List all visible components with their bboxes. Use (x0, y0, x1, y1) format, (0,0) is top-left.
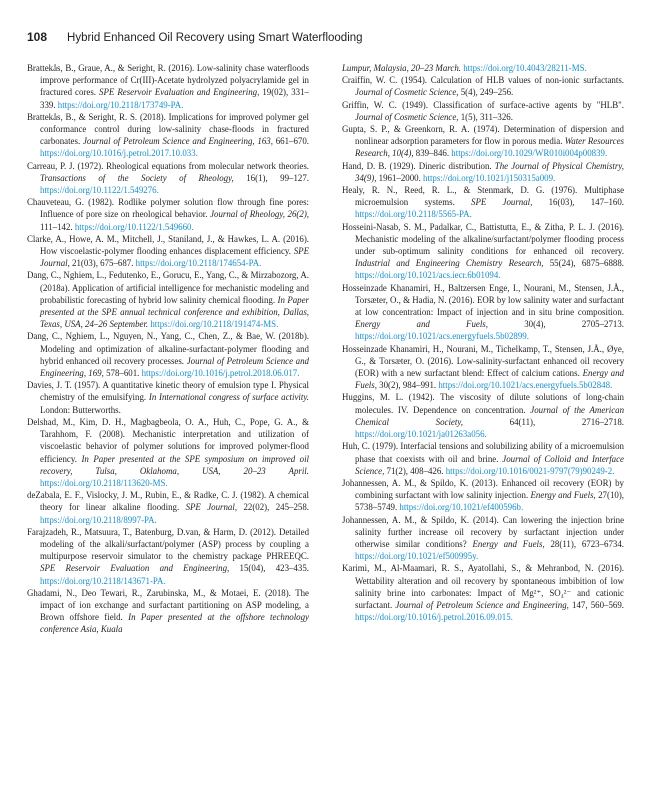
reference-entry (27, 330, 309, 379)
reference-authors: Healy, R. N., Reed, R. L., & Stenmark, D. G. (1976). (342, 185, 578, 196)
reference-title: Enhanced oil recovery (EOR) by combining surfactant with low salinity injection. (355, 477, 624, 501)
reference-volume: 21(03), 675–687. (72, 258, 134, 269)
reference-title: How viscoelastic-polymer flooding enhances displacement efficiency. (40, 246, 292, 257)
reference-authors: Clarke, A., Howe, A. M., Mitchell, J., Staniland, J., & Hawkes, L. A. (2016). (27, 233, 309, 244)
reference-title: Dineric distribution. (418, 160, 492, 171)
reference-authors: Hosseinzade Khanamiri, H., Baltzersen Enge, I., Nourani, M., Stensen, J.Å., Torsæter, O., & Hadia, N. (2016). (342, 282, 624, 305)
reference-doi-link[interactable]: https://doi.org/10.2118/174654-PA. (135, 258, 262, 269)
references-left-column (27, 62, 309, 636)
reference-journal: Journal of Rheology, 26(2), (210, 209, 310, 220)
reference-title: Modeling and optimization of alkaline-surfactant-polymer flooding and hybrid enhanced oil recovery processes. (40, 343, 309, 366)
reference-entry (27, 233, 309, 270)
reference-doi-link[interactable]: https://doi.org/10.1016/0021-9797(79)90249-2. (445, 465, 615, 476)
reference-title: The viscosity of dilute solutions of long-chain molecules. IV. Dependence on concentration. (355, 392, 624, 415)
reference-authors: Huh, C. (1979). (342, 441, 399, 452)
reference-entry (342, 184, 624, 221)
reference-authors: Johannessen, A. M., & Spildo, K. (2013). (342, 477, 498, 488)
reference-journal: Journal of Petroleum Science and Engineering, 163, (82, 136, 273, 147)
reference-volume: 28(11), 6723–6734. (550, 538, 624, 549)
reference-volume: 111–142. (40, 221, 73, 232)
reference-doi-link[interactable]: https://doi.org/10.1029/WR010i004p00839. (451, 148, 608, 159)
reference-doi-link[interactable]: https://doi.org/10.1016/j.petrol.2018.06.017. (141, 368, 300, 379)
reference-entry (27, 379, 309, 416)
reference-authors: Brattekås, B., & Seright, R. S. (2018). (27, 111, 166, 122)
reference-authors: Dang, C., Nghiem, L., Nguyen, N., Yang, C., Chen, Z., & Bae, W. (2018b). (27, 331, 309, 342)
page-number: 108 (27, 30, 48, 44)
reference-doi-link[interactable]: https://doi.org/10.2118/8997-PA. (40, 514, 157, 525)
reference-journal: In Paper presented at the SPE symposium on improved oil recovery, Tulsa, Oklahoma, USA, 20–23 April. (40, 453, 310, 476)
reference-entry (342, 391, 624, 440)
reference-volume: 16(1), 99–127. (246, 172, 309, 183)
reference-doi-link[interactable]: https://doi.org/10.2118/5565-PA. (355, 209, 472, 220)
reference-entry (27, 587, 309, 636)
reference-doi-link[interactable]: https://doi.org/10.1021/acs.energyfuels.5b02848. (438, 380, 613, 391)
reference-journal: Journal of Petroleum Science and Engineering, (395, 599, 569, 610)
reference-journal: In International congress of surface activity. (148, 392, 310, 403)
reference-authors: deZabala, E. F., Vislocky, J. M., Rubin, E., & Radke, C. J. (1982). (27, 490, 267, 501)
reference-title: Calculation of HLB values of non-ionic surfactants. (430, 75, 625, 86)
reference-doi-link[interactable]: https://doi.org/10.1021/acs.iecr.6b01094. (355, 270, 501, 281)
reference-journal: SPE Journal, (471, 197, 533, 208)
reference-entry (342, 440, 624, 477)
reference-title: Low-salinity chase waterfloods improve performance of Cr(III)-Acetate hydrolyzed polyacrylamide gel in fractured cores. (40, 63, 309, 98)
reference-journal: Energy and Fuels, (530, 490, 596, 501)
reference-entry (342, 477, 624, 514)
reference-entry (342, 62, 624, 74)
reference-doi-link[interactable]: https://doi.org/10.4043/28211-MS. (463, 63, 587, 73)
reference-journal: In Paper presented at the offshore technology conference Asia, Kuala (40, 612, 309, 635)
reference-volume: 55(24), 6875–6888. (549, 258, 624, 269)
reference-journal: SPE Journal, (40, 246, 310, 269)
reference-title: Multiphase microemulsion systems. (355, 185, 625, 208)
reference-title: Rheological equations from molecular network theories. (106, 160, 310, 171)
reference-volume: 30(4), 2705–2713. (524, 319, 624, 330)
references-right-column (342, 62, 624, 623)
reference-entry (342, 562, 624, 623)
reference-entry (342, 514, 624, 563)
reference-entry (27, 489, 309, 526)
reference-volume: 71(2), 408–426. (386, 465, 444, 476)
reference-journal: Energy and Fuels, (355, 319, 488, 330)
reference-doi-link[interactable]: https://doi.org/10.1021/j150315a009. (423, 172, 556, 183)
reference-title: Interfacial tensions and solubilizing ability of a microemulsion phase that coexists with oil and brine. (355, 441, 624, 464)
reference-authors: Craiffin, W. C. (1954). (342, 75, 428, 86)
reference-title: A quantitative kinetic theory of emulsion type I. Physical chemistry of the emulsifying. (40, 380, 309, 403)
reference-title: A chemical theory for linear alkaline flooding. (40, 490, 309, 513)
reference-title: Implications for improved polymer gel conformance control during low-salinity chase-floods in fractured carbonates. (40, 111, 310, 147)
reference-journal: Journal of Cosmetic Science, (355, 87, 459, 98)
reference-authors: Ghadami, N., Deo Tewari, R., Zarubinska, M., & Motaei, E. (2018). (27, 587, 291, 598)
reference-journal: Journal of Colloid and Interface Science, (355, 453, 624, 476)
reference-journal: Journal of the American Chemical Society, (355, 404, 625, 427)
reference-doi-link[interactable]: https://doi.org/10.1021/acs.energyfuels.5b02899. (355, 331, 529, 342)
reference-authors: Huggins, M. L. (1942). (342, 392, 435, 403)
reference-journal: Lumpur, Malaysia, 20–23 March. (342, 63, 461, 73)
reference-volume: 19(02), 331–339. (40, 87, 309, 110)
reference-doi-link[interactable]: https://doi.org/10.1021/ef500995y. (355, 551, 479, 562)
reference-volume: 5(4), 249–256. (460, 87, 514, 98)
reference-entry (27, 416, 309, 489)
reference-entry (27, 160, 309, 197)
reference-title: Mechanistic interpretation and utilization of viscoelastic behavior of polymer solutions for improved polymer-flood efficiency. (40, 429, 310, 464)
reference-doi-link[interactable]: https://doi.org/10.2118/113620-MS. (40, 477, 168, 488)
reference-journal: Transactions of the Society of Rheology, (40, 172, 234, 183)
reference-title: Classification of surface-active agents by "HLB". (433, 99, 624, 110)
reference-entry (342, 221, 624, 282)
reference-entry (342, 343, 624, 392)
reference-doi-link[interactable]: https://doi.org/10.2118/143671-PA. (40, 575, 166, 586)
reference-entry (342, 123, 624, 160)
reference-authors: Gupta, S. P., & Greenkorn, R. A. (1974). (342, 124, 500, 135)
reference-authors: Carreau, P. J. (1972). (27, 160, 104, 171)
reference-doi-link[interactable]: https://doi.org/10.1021/ef400596b. (399, 502, 524, 513)
reference-authors: Hosseini-Nasab, S. M., Padalkar, C., Battistutta, E., & Zitha, P. L. J. (2016). (342, 221, 624, 232)
running-title: Hybrid Enhanced Oil Recovery using Smart Waterflooding (67, 32, 363, 44)
reference-title: Determination of dispersion and nonlinear adsorption parameters for flow in porous media. (355, 124, 624, 147)
reference-title: Detailed modeling of the alkali/surfactant/polymer (ASP) process by coupling a multipurpose reservoir simulator to the chemistry package PHREEQC. (40, 526, 310, 562)
reference-journal: SPE Reservoir Evaluation and Engineering, (99, 87, 260, 98)
reference-entry (27, 111, 309, 160)
reference-volume: 15(04), 423–435. (239, 563, 309, 574)
reference-entry (342, 282, 624, 343)
reference-volume: 839–846. (415, 148, 450, 159)
reference-title: Mechanistic modeling of the alkaline/surfactant/polymer flooding process under sub-optimum salinity conditions for enhanced oil recovery. (355, 233, 624, 257)
reference-authors: Delshad, M., Kim, D. H., Magbagbeola, O. A., Huh, C., Pope, G. A., & Tarahhom, F. (2008). (27, 416, 309, 440)
reference-doi-link[interactable]: https://doi.org/10.1122/1.549276. (40, 185, 159, 196)
reference-title: Wettability alteration and oil recovery by spontaneous imbibition of low salinity brine into carbonates: Impact of Mg²⁺, SO₄²⁻ and cationic surfactant. (355, 575, 624, 610)
reference-title: EOR by low salinity water and surfactant at low concentration: Impact of injection and in situ brine composition. (355, 294, 624, 318)
reference-journal: In Paper presented at the SPE annual technical conference and exhibition, Dallas, Texas, USA, 24–26 September. (40, 294, 310, 330)
reference-doi-link[interactable]: https://doi.org/10.2118/173749-PA. (57, 99, 184, 110)
reference-authors: Davies, J. T. (1957). (27, 380, 101, 391)
reference-journal: Industrial and Engineering Chemistry Research, (355, 258, 544, 269)
reference-authors: Chauveteau, G. (1982). (27, 197, 115, 208)
reference-entry (27, 196, 309, 233)
reference-volume: 147, 560–569. (572, 599, 625, 610)
reference-doi-link[interactable]: https://doi.org/10.2118/191474-MS. (150, 319, 279, 330)
reference-doi-link[interactable]: https://doi.org/10.1016/j.petrol.2017.10.033. (40, 148, 198, 159)
reference-entry (342, 74, 624, 98)
reference-authors: Dang, C., Nghiem, L., Fedutenko, E., Gorucu, E., Yang, C., & Mirzabozorg, A. (2018a). (27, 270, 309, 293)
reference-title: Can lowering the injection brine salinity further increase oil recovery by surfactant injection under otherwise similar conditions? (355, 514, 625, 549)
reference-volume: London: Butterworths. (40, 404, 121, 415)
reference-volume: 64(11), 2716–2718. (509, 416, 624, 427)
reference-journal: Energy and Fuels, (355, 368, 624, 391)
reference-authors: Hand, D. B. (1929). (342, 160, 416, 171)
reference-authors: Brattekås, B., Graue, A., & Seright, R. (2016). (27, 63, 195, 73)
reference-entry (27, 269, 309, 330)
reference-volume: 661–670. (275, 136, 309, 147)
reference-title: The impact of ion exchange and surfactant partitioning on ASP modeling, a Brown offshore field. (40, 587, 309, 623)
reference-doi-link[interactable]: https://doi.org/10.1016/j.petrol.2016.09.015. (355, 612, 513, 623)
reference-volume: 1961–2000. (378, 172, 421, 183)
reference-volume: 22(02), 245–258. (243, 502, 310, 513)
reference-volume: 27(10), 5738–5749. (355, 490, 624, 513)
reference-volume: 16(03), 147–160. (548, 197, 624, 208)
reference-entry (27, 526, 309, 587)
reference-journal: SPE Reservoir Evaluation and Engineering, (40, 563, 230, 574)
reference-title: Rodlike polymer solution flow through fine pores: Influence of pore size on rheological behavior. (40, 197, 310, 220)
reference-journal: The Journal of Physical Chemistry, 34(9), (355, 160, 625, 183)
reference-entry (27, 62, 309, 111)
reference-journal: Journal of Petroleum Science and Engineering, 169, (40, 355, 309, 379)
reference-entry (342, 99, 624, 123)
reference-journal: Energy and Fuels, (472, 538, 545, 549)
reference-title: Application of artificial intelligence for mechanistic modeling and probabilistic forecasting of hybrid low salinity chemical flooding. (40, 282, 309, 305)
reference-volume: 1(5), 311–326. (460, 111, 513, 122)
reference-entry (342, 160, 624, 184)
reference-authors: Farajzadeh, R., Matsuura, T., Batenburg, D.van, & Harm, D. (2012). (27, 526, 277, 537)
reference-doi-link[interactable]: https://doi.org/10.1021/ja01263a056. (355, 429, 487, 440)
reference-authors: Johannessen, A. M., & Spildo, K. (2014). (342, 514, 499, 525)
reference-authors: Hosseinzade Khanamiri, H., Nourani, M., Tichelkamp, T., Stensen, J.Å., Øye, G., & Torsæter, O. (2016). (342, 343, 624, 366)
reference-journal: Water Resources Research, 10(4), (355, 136, 624, 159)
reference-authors: Karimi, M., Al-Maamari, R. S., Ayatollahi, S., & Mehranbod, N. (2016). (342, 563, 624, 574)
reference-volume: 30(2), 984–991. (379, 380, 437, 391)
reference-title: Low-salinity-surfactant enhanced oil recovery (EOR) with a new surfactant blend: Effect of calcium cations. (355, 355, 625, 379)
reference-volume: 578–601. (106, 368, 140, 379)
reference-journal: Journal of Cosmetic Science, (355, 111, 459, 122)
reference-doi-link[interactable]: https://doi.org/10.1122/1.549660. (74, 221, 194, 232)
reference-authors: Griffin, W. C. (1949). (342, 99, 428, 110)
reference-journal: SPE Journal, (185, 502, 238, 513)
page-header (27, 30, 363, 44)
